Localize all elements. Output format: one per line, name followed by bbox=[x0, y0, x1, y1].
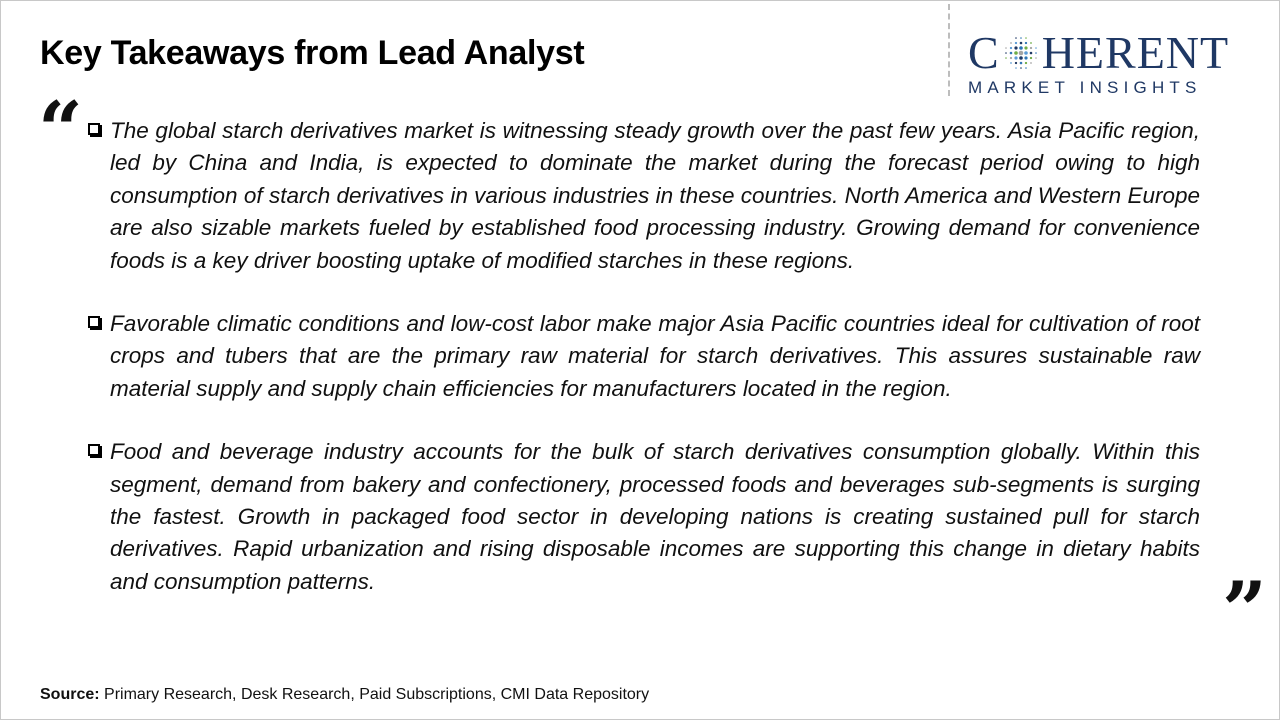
logo-dot bbox=[1014, 56, 1017, 59]
logo-dot bbox=[1009, 52, 1012, 55]
logo-dot bbox=[1024, 46, 1027, 49]
logo-dot bbox=[1024, 51, 1028, 55]
logo-dot bbox=[1024, 56, 1027, 59]
open-quote-icon: “ bbox=[38, 85, 83, 176]
checkbox-bullet-icon bbox=[88, 123, 100, 135]
logo-dot bbox=[1015, 67, 1017, 69]
page-title: Key Takeaways from Lead Analyst bbox=[40, 34, 585, 72]
logo-dot bbox=[1020, 37, 1022, 39]
logo-dot bbox=[1020, 67, 1022, 69]
logo-dot bbox=[1015, 62, 1017, 64]
takeaways-list bbox=[86, 115, 1200, 629]
logo-dot bbox=[1015, 37, 1017, 39]
logo-divider bbox=[948, 4, 950, 96]
logo-dot bbox=[1014, 46, 1017, 49]
logo-wordmark bbox=[968, 27, 1260, 78]
takeaway-text: Favorable climatic conditions and low-cost labor make major Asia Pacific countries ideal for cultivation of root crops and tubers that are the primary raw material for starch derivatives. This assures sustainable raw material supply and supply chain efficiencies for manufacturers located in the region. bbox=[110, 311, 1200, 401]
logo-tagline: MARKET INSIGHTS bbox=[968, 78, 1202, 97]
list-item bbox=[86, 115, 1200, 277]
logo-dot bbox=[1030, 42, 1032, 44]
logo-dot bbox=[1018, 51, 1023, 56]
company-logo bbox=[968, 27, 1260, 98]
logo-dot bbox=[1015, 42, 1017, 44]
logo-dot bbox=[1035, 52, 1037, 54]
logo-dot bbox=[1019, 56, 1023, 60]
logo-dot bbox=[1005, 52, 1007, 54]
logo-dot bbox=[1030, 62, 1032, 64]
source-text: Primary Research, Desk Research, Paid Subscriptions, CMI Data Repository bbox=[99, 686, 650, 703]
logo-dot bbox=[1025, 62, 1027, 64]
close-quote-icon: ” bbox=[1222, 565, 1267, 656]
logo-dot bbox=[1035, 57, 1037, 59]
list-item bbox=[86, 436, 1200, 598]
logo-dot-globe-icon bbox=[1001, 33, 1041, 73]
takeaway-text: The global starch derivatives market is witnessing steady growth over the past few years. Asia Pacific region, led by China and India, is expected to dominate the market during the forecast period owing to high consumption of starch derivatives in various industries in these countries. North America and Western Europe are also sizable markets fueled by established food processing industry. Growing demand for convenience foods is a key driver boosting uptake of modified starches in these regions. bbox=[110, 118, 1200, 273]
logo-dot bbox=[1029, 52, 1032, 55]
logo-dot bbox=[1010, 62, 1012, 64]
logo-dot bbox=[1025, 37, 1027, 39]
logo-dot bbox=[1019, 46, 1023, 50]
list-item bbox=[86, 308, 1200, 405]
logo-dot bbox=[1010, 57, 1012, 59]
logo-letters-herent: HERENT bbox=[1041, 27, 1230, 78]
logo-dot bbox=[1019, 42, 1022, 45]
logo-dot bbox=[1005, 57, 1007, 59]
logo-dot bbox=[1025, 42, 1027, 44]
logo-dot bbox=[1030, 57, 1032, 59]
source-note bbox=[40, 686, 649, 704]
logo-dot bbox=[1010, 47, 1012, 49]
logo-dot bbox=[1019, 62, 1022, 65]
takeaway-text: Food and beverage industry accounts for the bulk of starch derivatives consumption globally. Within this segment, demand from bakery and confectionery, processed foods and beverages sub-segments is surging the fastest. Growth in packaged food sector in developing nations is creating sustained pull for starch derivatives. Rapid urbanization and rising disposable incomes are supporting this change in dietary habits and consumption patterns. bbox=[110, 439, 1200, 594]
logo-dot bbox=[1025, 67, 1027, 69]
checkbox-bullet-icon bbox=[88, 444, 100, 456]
logo-dot bbox=[1014, 51, 1018, 55]
checkbox-bullet-icon bbox=[88, 316, 100, 328]
source-label: Source: bbox=[40, 686, 100, 703]
logo-letter-c: C bbox=[968, 27, 1000, 78]
logo-dot bbox=[1005, 47, 1007, 49]
logo-dot bbox=[1030, 47, 1032, 49]
logo-dot bbox=[1010, 42, 1012, 44]
logo-dot bbox=[1035, 47, 1037, 49]
